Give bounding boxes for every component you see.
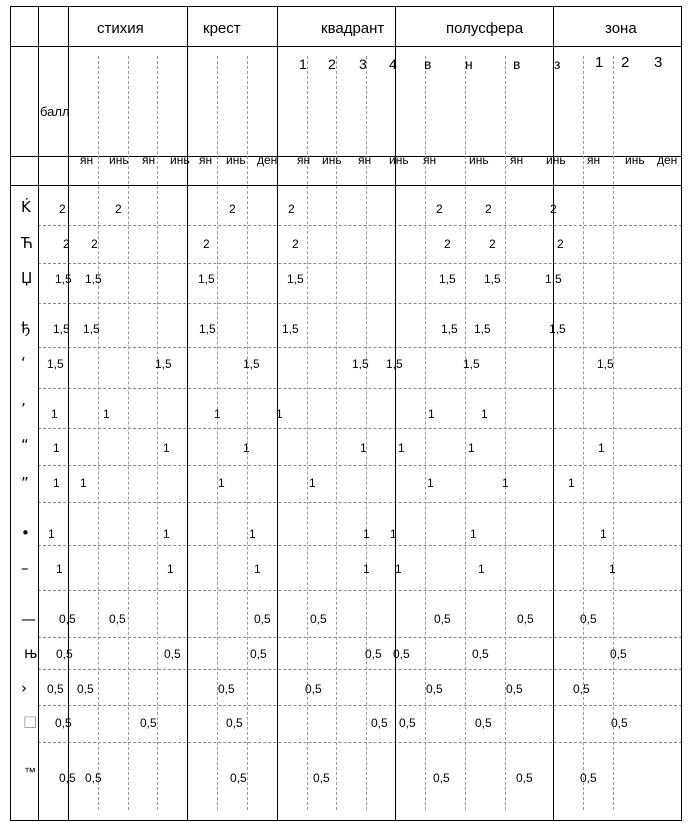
row-separator <box>38 347 682 348</box>
row-symbol: – <box>21 559 29 577</box>
table-cell: 1,5 <box>484 272 501 286</box>
table-cell: 0,5 <box>59 612 76 626</box>
table-cell: 0,5 <box>472 647 489 661</box>
row-separator <box>38 705 682 706</box>
table-cell: 1,5 <box>287 272 304 286</box>
zone-number: 1 <box>595 54 604 71</box>
zone-number: 2 <box>621 54 630 71</box>
table-cell: 2 <box>436 202 443 216</box>
subheader-yan: ян <box>142 153 156 167</box>
table-cell: 1 <box>53 441 60 455</box>
table-cell: 1 <box>502 476 509 490</box>
table-cell: 1 <box>51 407 58 421</box>
header-rule <box>10 46 682 47</box>
table-cell: 0,5 <box>164 647 181 661</box>
table-cell: 1 <box>360 441 367 455</box>
subcolumn-rule <box>366 56 367 810</box>
row-symbol: ђ <box>21 319 31 337</box>
table-cell: 0,5 <box>610 647 627 661</box>
table-cell: 1 <box>48 527 55 541</box>
table-cell: 2 <box>91 237 98 251</box>
subheader-den: ден <box>257 153 278 167</box>
table-cell: 2 <box>288 202 295 216</box>
row-separator <box>38 545 682 546</box>
table-cell: 1,5 <box>85 272 102 286</box>
table-cell: 1 <box>218 476 225 490</box>
table-cell: 1 <box>609 562 616 576</box>
group-header-stikhiya: стихия <box>97 20 144 37</box>
table-cell: 1,5 <box>243 357 260 371</box>
table-cell: 1 <box>80 476 87 490</box>
table-cell: 0,5 <box>305 682 322 696</box>
subcolumn-rule <box>465 56 466 810</box>
table-cell: 1 <box>167 562 174 576</box>
row-symbol: Ћ <box>21 234 33 252</box>
row-separator <box>38 669 682 670</box>
table-cell: 1,5 <box>83 322 100 336</box>
table-cell: 0,5 <box>426 682 443 696</box>
table-cell: 1,5 <box>282 322 299 336</box>
subheader-yin: инь <box>389 153 409 167</box>
table-cell: 0,5 <box>393 647 410 661</box>
subheader-yan: ян <box>510 153 524 167</box>
table-cell: 1,5 <box>155 357 172 371</box>
table-cell: 0,5 <box>56 647 73 661</box>
column-rule <box>38 6 39 820</box>
table-cell: 1 <box>214 407 221 421</box>
table-cell: 1 <box>254 562 261 576</box>
table-border-left <box>10 6 11 820</box>
column-rule <box>395 6 396 820</box>
table-cell: 0,5 <box>250 647 267 661</box>
table-cell: 1,5 <box>47 357 64 371</box>
table-cell: 1 <box>53 476 60 490</box>
subcolumn-rule <box>583 56 584 810</box>
table-cell: 0,5 <box>310 612 327 626</box>
subcolumn-rule <box>613 56 614 810</box>
row-symbol: ‘ <box>21 354 26 372</box>
subheader-yin: инь <box>469 153 489 167</box>
table-cell: 1,5 <box>441 322 458 336</box>
row-separator <box>38 263 682 264</box>
table-cell: 0,5 <box>365 647 382 661</box>
subheader-yin: инь <box>109 153 129 167</box>
table-cell: 0,5 <box>580 612 597 626</box>
hemisphere-letter: в <box>424 56 432 72</box>
table-cell: 1,5 <box>55 272 72 286</box>
subheader-yan: ян <box>423 153 437 167</box>
table-cell: 2 <box>63 237 70 251</box>
table-cell: 1,5 <box>439 272 456 286</box>
table-cell: 1 <box>468 441 475 455</box>
table-cell: 1,5 <box>198 272 215 286</box>
table-cell: 1 <box>598 441 605 455</box>
quadrant-number: 1 <box>299 56 307 72</box>
subheader-den: ден <box>657 153 678 167</box>
table-cell: 0,5 <box>230 771 247 785</box>
table-cell: 2 <box>292 237 299 251</box>
table-cell: 0,5 <box>59 771 76 785</box>
subheader-yan: ян <box>587 153 601 167</box>
table-border-top <box>10 6 682 7</box>
table-cell: 1 <box>363 527 370 541</box>
table-cell: 1,5 <box>545 272 562 286</box>
row-symbol: ™ <box>24 765 36 779</box>
quadrant-number: 4 <box>389 56 397 72</box>
group-header-polusfera: полусфера <box>446 20 524 37</box>
table-cell: 1 <box>481 407 488 421</box>
row-symbol: Џ <box>21 269 33 287</box>
subcolumn-rule <box>425 56 426 810</box>
subheader-yin: инь <box>322 153 342 167</box>
table-cell: 1,5 <box>463 357 480 371</box>
table-cell: 0,5 <box>371 716 388 730</box>
table-cell: 0,5 <box>517 612 534 626</box>
subheader-yan: ян <box>297 153 311 167</box>
table-cell: 1 <box>163 441 170 455</box>
table-cell: 1 <box>600 527 607 541</box>
table-cell: 1,5 <box>199 322 216 336</box>
row-symbol: ” <box>21 474 29 492</box>
table-cell: 1 <box>478 562 485 576</box>
table-cell: 1 <box>363 562 370 576</box>
table-cell: 1 <box>427 476 434 490</box>
table-cell: 2 <box>203 237 210 251</box>
subcolumn-rule <box>157 56 158 810</box>
quadrant-number: 2 <box>328 56 336 72</box>
table-cell: 1 <box>470 527 477 541</box>
table-cell: 2 <box>489 237 496 251</box>
subcolumn-rule <box>247 56 248 810</box>
table-cell: 0,5 <box>580 771 597 785</box>
zone-number: 3 <box>654 54 663 71</box>
table-cell: 1 <box>56 562 63 576</box>
column-rule <box>553 6 554 820</box>
table-cell: 0,5 <box>516 771 533 785</box>
hemisphere-letter: н <box>465 56 473 72</box>
row-symbol: Ḱ <box>21 198 31 216</box>
table-cell: 0,5 <box>140 716 157 730</box>
row-symbol: — <box>21 610 36 628</box>
table-cell: 0,5 <box>109 612 126 626</box>
subcolumn-rule <box>98 56 99 810</box>
row-separator <box>38 465 682 466</box>
table-cell: 0,5 <box>226 716 243 730</box>
table-cell: 0,5 <box>573 682 590 696</box>
subheader-yan: ян <box>358 153 372 167</box>
row-symbol: њ <box>24 644 38 662</box>
table-cell: 1 <box>390 527 397 541</box>
table-cell: 0,5 <box>254 612 271 626</box>
table-cell: 2 <box>550 202 557 216</box>
table-cell: 1,5 <box>597 357 614 371</box>
table-cell: 0,5 <box>77 682 94 696</box>
table-cell: 1 <box>163 527 170 541</box>
row-separator <box>38 303 682 304</box>
group-header-krest: крест <box>203 20 241 37</box>
table-cell: 1 <box>395 562 402 576</box>
table-cell: 1,5 <box>474 322 491 336</box>
table-cell: 0,5 <box>399 716 416 730</box>
table-cell: 0,5 <box>55 716 72 730</box>
subheader-yan: ян <box>80 153 94 167</box>
table-cell: 1,5 <box>352 357 369 371</box>
table-cell: 1 <box>568 476 575 490</box>
table-cell: 2 <box>485 202 492 216</box>
row-symbol: “ <box>21 436 29 454</box>
table-cell: 2 <box>115 202 122 216</box>
subcolumn-rule <box>128 56 129 810</box>
table-cell: 2 <box>557 237 564 251</box>
row-separator <box>38 428 682 429</box>
subheader-yin: инь <box>546 153 566 167</box>
table-cell: 1,5 <box>549 322 566 336</box>
table-cell: 1 <box>428 407 435 421</box>
table-cell: 1,5 <box>53 322 70 336</box>
row-separator <box>38 225 682 226</box>
subheader-yin: инь <box>625 153 645 167</box>
subcolumn-rule <box>336 56 337 810</box>
table-cell: 2 <box>444 237 451 251</box>
table-cell: 1 <box>243 441 250 455</box>
table-cell: 0,5 <box>434 612 451 626</box>
table-cell: 1 <box>249 527 256 541</box>
row-symbol: □ <box>23 712 38 730</box>
row-symbol: ’ <box>21 400 26 418</box>
subheader-yin: инь <box>170 153 190 167</box>
subcolumn-rule <box>505 56 506 810</box>
row-separator <box>38 388 682 389</box>
column-rule <box>187 6 188 820</box>
table-cell: 0,5 <box>611 716 628 730</box>
table-cell: 0,5 <box>218 682 235 696</box>
table-cell: 1 <box>398 441 405 455</box>
column-rule <box>68 6 69 820</box>
table-cell: 0,5 <box>47 682 64 696</box>
table-cell: 2 <box>229 202 236 216</box>
hemisphere-letter: в <box>513 56 521 72</box>
table-border-bottom <box>10 820 682 821</box>
table-cell: 1 <box>309 476 316 490</box>
row-symbol: › <box>21 679 27 697</box>
table-cell: 0,5 <box>313 771 330 785</box>
table-cell: 2 <box>59 202 66 216</box>
header-rule <box>10 185 682 186</box>
table-cell: 0,5 <box>475 716 492 730</box>
subheader-yin: инь <box>226 153 246 167</box>
row-separator <box>38 590 682 591</box>
table-cell: 0,5 <box>433 771 450 785</box>
row-symbol: • <box>21 524 30 542</box>
subcolumn-rule <box>307 56 308 810</box>
row-separator <box>38 502 682 503</box>
hemisphere-letter: з <box>554 56 561 72</box>
row-separator <box>38 637 682 638</box>
table-cell: 1 <box>276 407 283 421</box>
row-separator <box>38 742 682 743</box>
table-border-right <box>681 6 682 820</box>
table-cell: 0,5 <box>85 771 102 785</box>
group-header-kvadrant: квадрант <box>321 20 385 37</box>
subcolumn-rule <box>217 56 218 810</box>
subheader-yan: ян <box>199 153 213 167</box>
table-cell: 1 <box>103 407 110 421</box>
quadrant-number: 3 <box>359 56 367 72</box>
ball-label: балл <box>40 104 70 119</box>
table-cell: 1,5 <box>386 357 403 371</box>
table-cell: 0,5 <box>506 682 523 696</box>
group-header-zona: зона <box>605 20 637 37</box>
